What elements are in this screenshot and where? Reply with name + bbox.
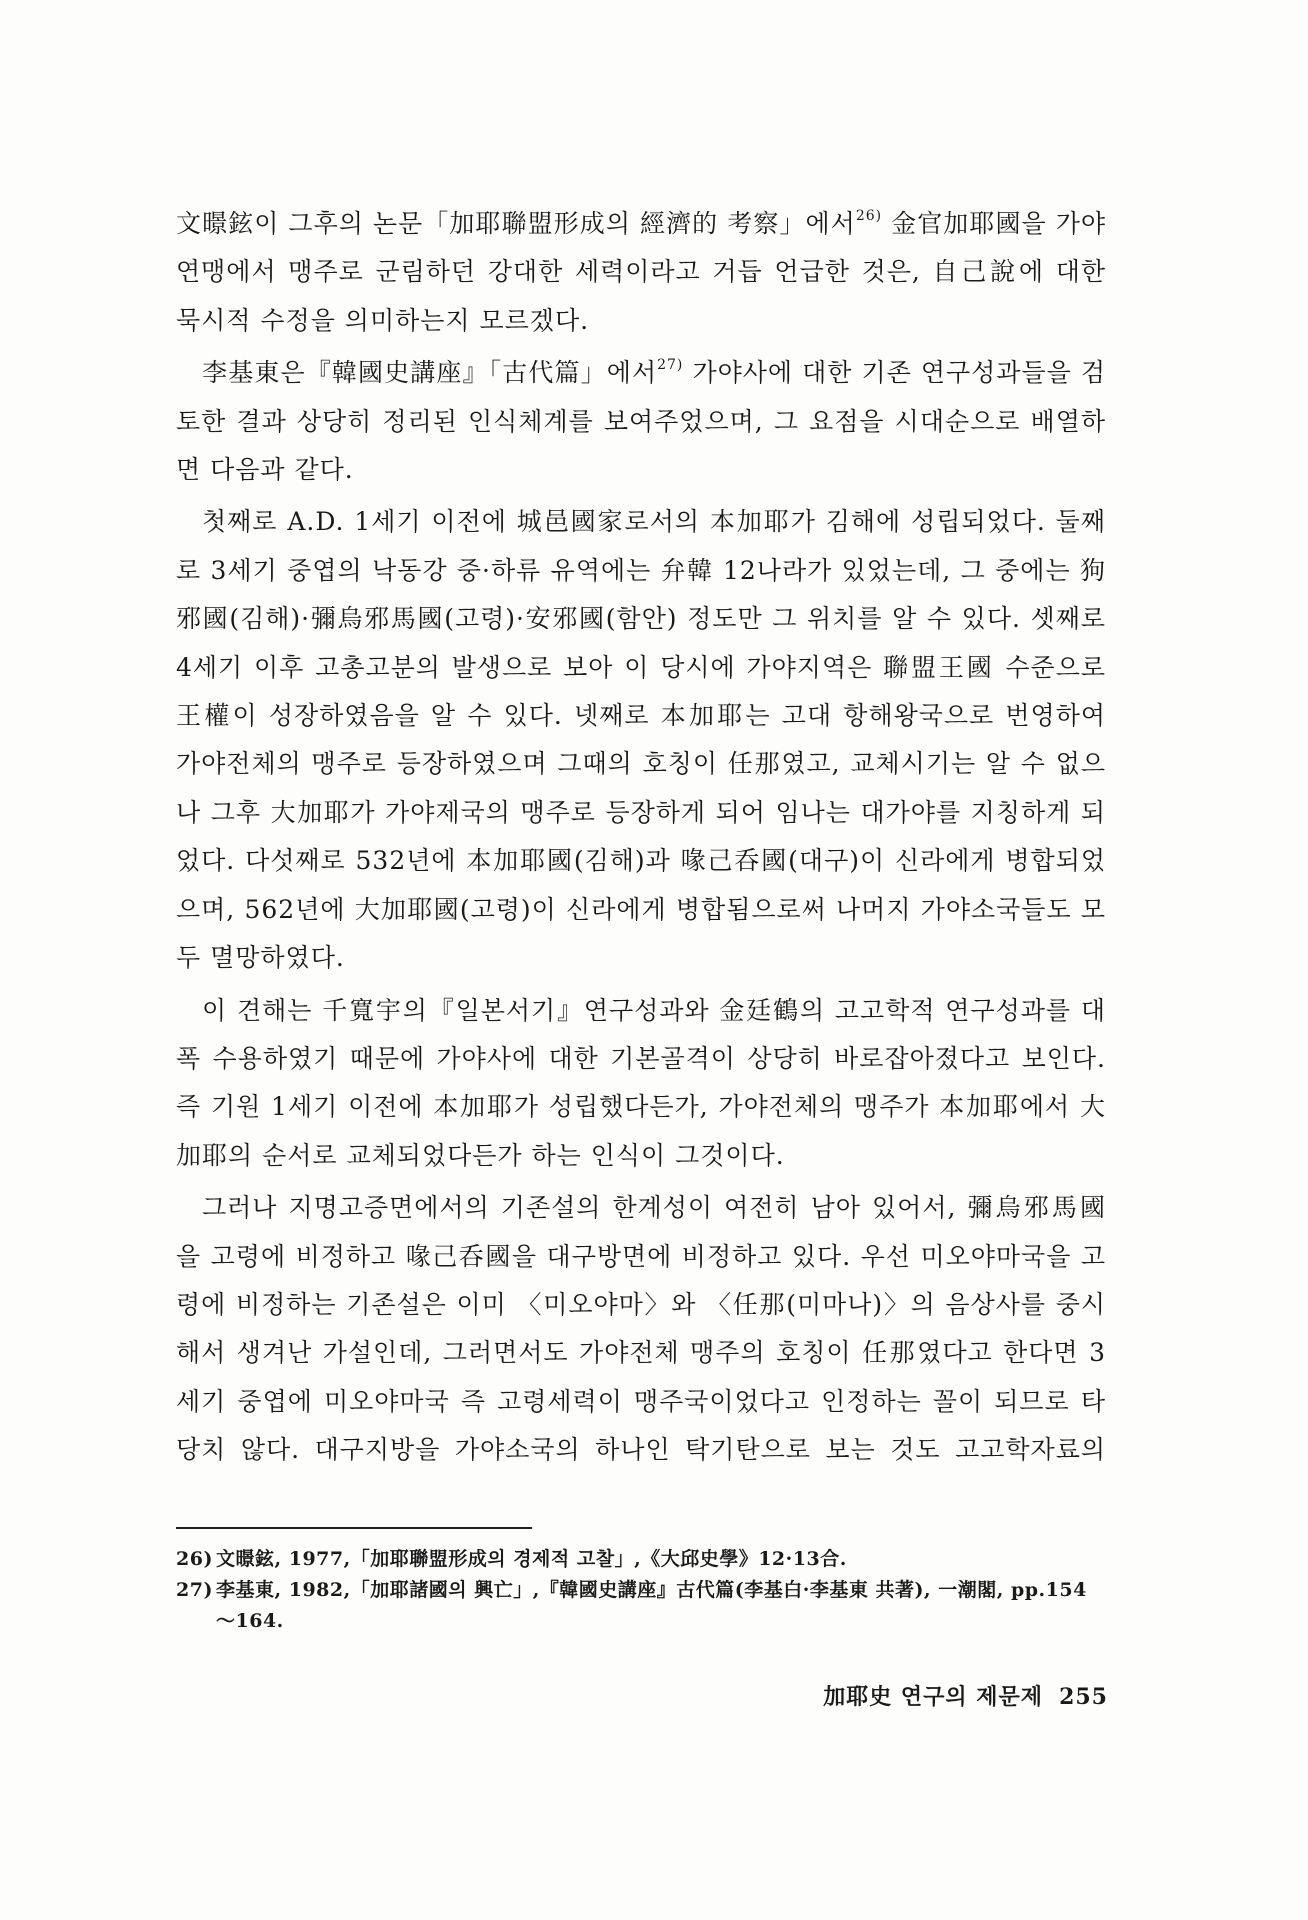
footnote-text: 李基東, 1982,「加耶諸國의 興亡」,『韓國史講座』古代篇(李基白·李基東 共著), 一潮閣, pp.154～164.: [216, 1579, 1087, 1632]
paragraph-5: [176, 1184, 1106, 1474]
paragraph-2-lead: 李基東은『韓國史講座』「古代篇」에서: [202, 358, 658, 388]
footnote-ref-27[interactable]: 27): [657, 357, 684, 374]
page-number: 255: [1059, 1684, 1108, 1710]
footnote-number: 26): [176, 1548, 213, 1570]
footnotes: [176, 1544, 1106, 1637]
main-text: [176, 200, 1106, 1479]
running-footer: [823, 1680, 1108, 1711]
paragraph-4-text: 이 견해는 千寬宇의『일본서기』연구성과와 金廷鶴의 고고학적 연구성과를 대폭 수용하였기 때문에 가야사에 대한 기본골격이 상당히 바로잡아졌다고 보인다. 즉 기원 1세기 이전에 本加耶가 성립했다든가, 가야전체의 맹주가 本加耶에서 大加耶의 순서로 교체되었다든가 하는 인식이 그것이다.: [176, 995, 1106, 1170]
paragraph-1: [176, 200, 1106, 345]
paragraph-1-lead: 文暻鉉이 그후의 논문「加耶聯盟形成의 經濟的 考察」에서: [176, 209, 856, 238]
paragraph-2: [176, 349, 1106, 494]
paragraph-3-text: 첫째로 A.D. 1세기 이전에 城邑國家로서의 本加耶가 김해에 성립되었다. 둘째로 3세기 중엽의 낙동강 중·하류 유역에는 弁韓 12나라가 있었는데, 그 중에는 狗邪國(김해)·彌烏邪馬國(고령)·安邪國(함안) 정도만 그 위치를 알 수 있다. 셋째로 4세기 이후 고총고분의 발생으로 보아 이 당시에 가야지역은 聯盟王國 수준으로 王權이 성장하였음을 알 수 있다. 넷째로 本加耶는 고대 항해왕국으로 번영하여 가야전체의 맹주로 등장하였으며 그때의 호칭이 任那였고, 교체시기는 알 수 없으나 그후 大加耶가 가야제국의 맹주로 등장하게 되어 임나는 대가야를 지칭하게 되었다. 다섯째로 532년에 本加耶國(김해)과 喙己呑國(대구)이 신라에게 병합되었으며, 562년에 大加耶國(고령)이 신라에게 병합됨으로써 나머지 가야소국들도 모두 멸망하였다.: [176, 507, 1106, 973]
footnote-number: 27): [176, 1579, 213, 1601]
paragraph-4: [176, 987, 1106, 1181]
footnote-text: 文暻鉉, 1977,「加耶聯盟形成의 경제적 고찰」,《大邱史學》12·13合.: [216, 1548, 847, 1570]
footnote-26: [176, 1544, 1106, 1575]
footnote-ref-26[interactable]: 26): [855, 208, 883, 224]
paragraph-5-text: 그러나 지명고증면에서의 기존설의 한계성이 여전히 남아 있어서, 彌烏邪馬國을 고령에 비정하고 喙己呑國을 대구방면에 비정하고 있다. 우선 미오야마국을 고령에 비정하는 기존설은 이미 〈미오야마〉와 〈任那(미마나)〉의 음상사를 중시해서 생겨난 가설인데, 그러면서도 가야전체 맹주의 호칭이 任那였다고 한다면 3세기 중엽에 미오야마국 즉 고령세력이 맹주국이었다고 인정하는 꼴이 되므로 타당치 않다. 대구지방을 가야소국의 하나인 탁기탄으로 보는 것도 고고학자료의: [176, 1193, 1106, 1465]
paragraph-3: [176, 498, 1106, 982]
paragraph-1-rest: 金官加耶國을 가야연맹에서 맹주로 군림하던 강대한 세력이라고 거듭 언급한 것은, 自己說에 대한 묵시적 수정을 의미하는지 모르겠다.: [176, 209, 1106, 335]
paragraph-2-rest: 가야사에 대한 기존 연구성과들을 검토한 결과 상당히 정리된 인식체계를 보여주었으며, 그 요점을 시대순으로 배열하면 다음과 같다.: [176, 358, 1106, 485]
footnote-divider: [176, 1527, 532, 1529]
running-title: 加耶史 연구의 제문제: [823, 1684, 1044, 1710]
footnote-27: [176, 1575, 1106, 1637]
